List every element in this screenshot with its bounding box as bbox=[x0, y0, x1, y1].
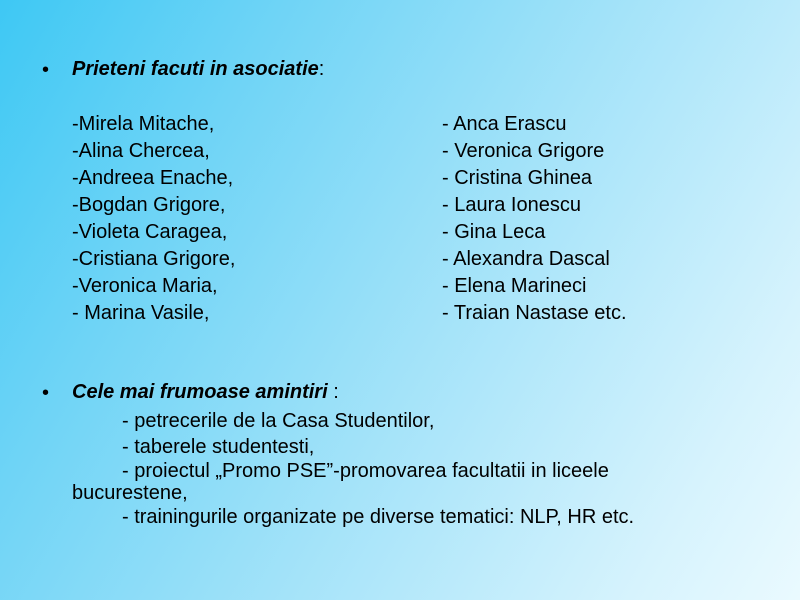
friend-name: -Cristiana Grigore, bbox=[72, 248, 236, 270]
friend-name: - Traian Nastase etc. bbox=[442, 302, 627, 324]
memories-list bbox=[72, 408, 712, 530]
bullet-memories: • bbox=[42, 382, 50, 404]
memories-heading-colon: : bbox=[327, 381, 339, 403]
memories-heading-title: Cele mai frumoase amintiri bbox=[72, 381, 328, 403]
friend-name: -Mirela Mitache, bbox=[72, 113, 215, 135]
friend-name: - Veronica Grigore bbox=[442, 140, 605, 162]
memories-heading bbox=[72, 380, 339, 404]
friend-name: - Marina Vasile, bbox=[72, 302, 210, 324]
friends-heading-title: Prieteni facuti in asociatie bbox=[72, 58, 319, 80]
bullet-friends: • bbox=[42, 59, 50, 81]
friends-heading-colon: : bbox=[318, 58, 325, 80]
friend-name: -Violeta Caragea, bbox=[72, 221, 228, 243]
friends-left-column bbox=[72, 111, 235, 327]
friend-name: - Alexandra Dascal bbox=[442, 248, 610, 270]
friend-name: -Andreea Enache, bbox=[72, 167, 234, 189]
memory-item: - proiectul „Promo PSE”-promovarea facultatii in liceele bucurestene, bbox=[72, 460, 609, 504]
friend-name: -Bogdan Grigore, bbox=[72, 194, 226, 216]
friend-name: - Anca Erascu bbox=[442, 113, 567, 135]
friend-name: - Elena Marineci bbox=[442, 275, 587, 297]
memory-item: - petrecerile de la Casa Studentilor, bbox=[122, 410, 435, 432]
friend-name: -Veronica Maria, bbox=[72, 275, 218, 297]
friends-heading bbox=[72, 57, 324, 81]
friend-name: - Cristina Ghinea bbox=[442, 167, 593, 189]
memory-item: - trainingurile organizate pe diverse tematici: NLP, HR etc. bbox=[122, 506, 635, 528]
friends-right-column bbox=[442, 111, 627, 327]
friend-name: - Gina Leca bbox=[442, 221, 546, 243]
friend-name: - Laura Ionescu bbox=[442, 194, 581, 216]
memory-item: - taberele studentesti, bbox=[122, 436, 315, 458]
friend-name: -Alina Chercea, bbox=[72, 140, 210, 162]
